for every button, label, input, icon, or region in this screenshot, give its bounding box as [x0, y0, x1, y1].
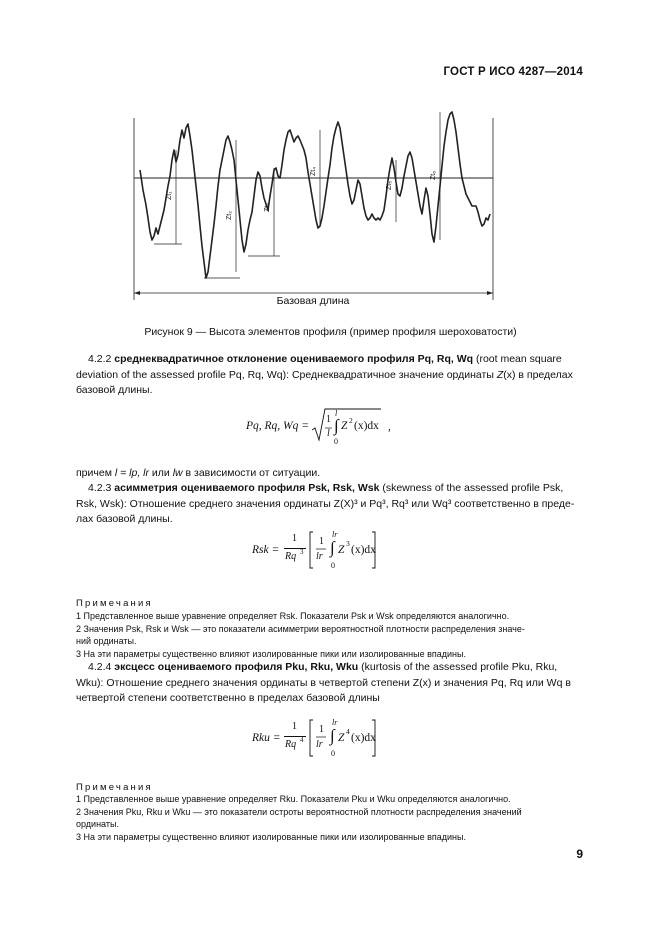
- section-4-2-3: 4.2.3 асимметрия оцениваемого профиля Psk, Rsk, Wsk (skewness of the assessed profile Psk, Rsk, Wsk): Отношение среднего значения ординаты Z(X)³ и Pq³, Rq³ или Wq³ соответственно в преде- лах базовой длины.: [76, 482, 575, 525]
- zt5-label: Zt₅: [386, 180, 393, 190]
- section-4-2-4: 4.2.4 эксцесс оцениваемого профиля Pku, Rku, Wku (kurtosis of the assessed profile Pku, Rku, Wku): Отношение среднего значения ординаты в четвертой степени Z(x) и значения Pq, Rq или Wq в четвертой степени соответственно в пределах базовой длины: [76, 661, 571, 704]
- zt6-label: Zt₆: [430, 170, 437, 180]
- roughness-profile: [140, 112, 490, 278]
- formula-rsk: Rsk = 1 Rq 3 1 lr lr ∫ 0 Z 3 (x)dx: [252, 530, 376, 570]
- page-number: 9: [576, 847, 583, 861]
- formula-pq: Pq, Rq, Wq = 1 l l ∫ 0 Z 2 (x)dx ,: [246, 409, 391, 446]
- profile-figure: [0, 0, 661, 320]
- document-id: ГОСТ Р ИСО 4287—2014: [443, 66, 583, 78]
- notes-title-2: Примечания: [76, 782, 153, 793]
- zt3-label: Zt₃: [264, 202, 271, 212]
- notes-block-1: 1 Представленное выше уравнение определяет Rsk. Показатели Psk и Wsk определяются аналогично. 2 Значения Psk, Rsk и Wsk — это показатели асимметрии вероятностной плотности распределения значе- ний ординаты. 3 На эти параметры существенно влияют изолированные пики или изолированные впадины.: [76, 611, 525, 659]
- notes-title-1: Примечания: [76, 598, 153, 609]
- base-length-label: Базовая длина: [276, 295, 350, 307]
- section-4-2-2: 4.2.2 среднеквадратичное отклонение оцениваемого профиля Pq, Rq, Wq (root mean square deviation of the assessed profile Pq, Rq, Wq): Среднеквадратичное значение ординаты Z(x) в пределах базовой длины.: [76, 353, 573, 396]
- zt1-label: Zt₁: [166, 191, 173, 200]
- zt2-label: Zt₂: [226, 211, 233, 220]
- figure-caption: Рисунок 9 — Высота элементов профиля (пример профиля шероховатости): [144, 326, 517, 338]
- notes-block-2: 1 Представленное выше уравнение определяет Rku. Показатели Pku и Wku определяются аналогично. 2 Значения Pku, Rku и Wku — это показатели остроты вероятностной плотности распределения значений ординаты. 3 На эти параметры существенно влияют изолированные пики или изолированные впадины.: [76, 794, 522, 842]
- where-clause: причем l = lp, lr или lw в зависимости от ситуации.: [76, 467, 321, 479]
- zt4-label: Zt₄: [310, 166, 317, 176]
- formula-rku: Rku = 1 Rq 4 1 lr lr ∫ 0 Z 4 (x)dx: [252, 718, 376, 758]
